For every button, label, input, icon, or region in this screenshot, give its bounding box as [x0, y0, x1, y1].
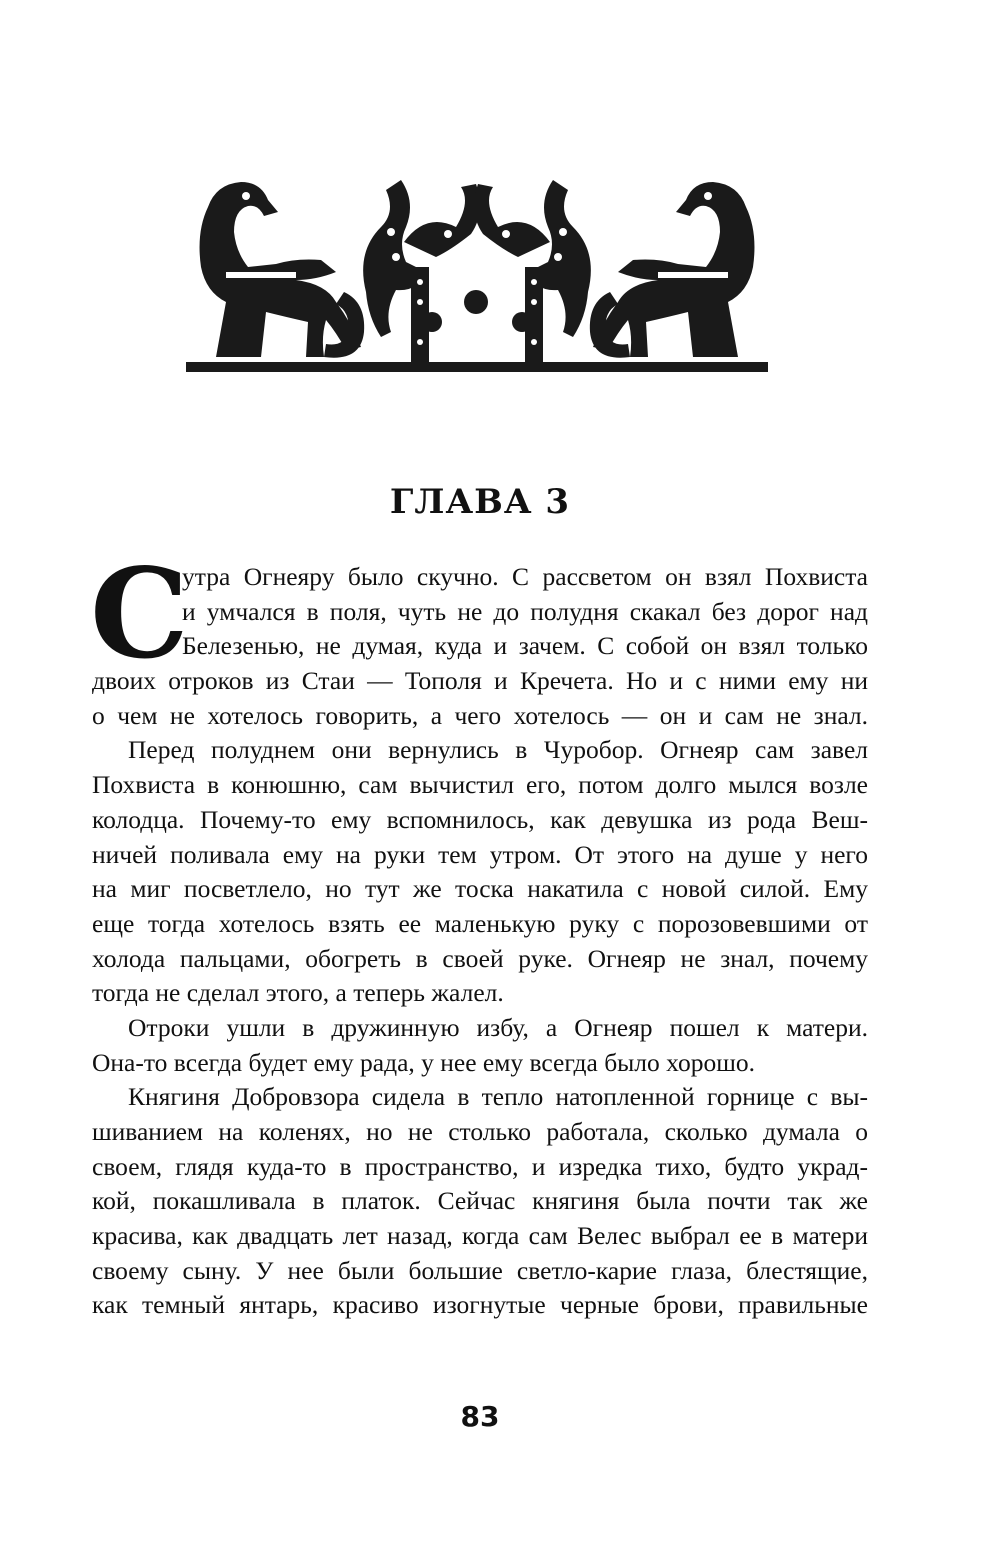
text-line: еще тогда хотелось взять ее маленькую руку с порозовевшими от [92, 908, 868, 938]
text-line: Перед полуднем они вернулись в Чуробор. Огнеяр сам завел [128, 735, 868, 765]
text-line: ничей поливала ему на руки тем утром. От этого на душе у него [92, 839, 868, 869]
page-number: 83 [460, 1400, 500, 1433]
text-line: Отроки ушли в дружинную избу, а Огнеяр пошел к матери. [128, 1012, 868, 1042]
text-line: холода пальцами, обогреть в своей руке. Огнеяр не знал, почему [92, 943, 868, 973]
chapter-ornament [186, 172, 768, 377]
text-line: кой, покашливала в платок. Сейчас княгиня была почти так же [92, 1186, 868, 1216]
text-line: о чем не хотелось говорить, а чего хотелось — он и сам не знал. [92, 700, 868, 730]
text-line: колодца. Почему-то ему вспомнилось, как девушка из рода Веш- [92, 804, 868, 834]
paragraph-1 [90, 542, 868, 733]
chapter-body [90, 542, 868, 1323]
paragraph-3 [92, 1011, 868, 1080]
text-line: двоих отроков из Стаи — Тополя и Кречета. Но и с ними ему ни [92, 666, 868, 696]
text-line: как темный янтарь, красиво изогнутые черные брови, правильные [92, 1290, 868, 1320]
paragraph-4 [92, 1080, 868, 1323]
text-line: Княгиня Добровзора сидела в тепло натопленной горнице с вы- [128, 1082, 868, 1112]
text-line: Белезенью, не думая, куда и зачем. С собой он взял только [182, 631, 868, 661]
paragraph-2 [92, 733, 868, 1011]
text-line: утра Огнеяру было скучно. С рассветом он взял Похвиста [182, 562, 868, 591]
text-line: своем, глядя куда-то в пространство, и изредка тихо, будто украд- [92, 1151, 868, 1181]
text-line: красива, как двадцать лет назад, когда сам Велес выбрал ее в матери [92, 1221, 868, 1251]
text-line: шиванием на коленях, но не столько работала, сколько думала о [92, 1117, 868, 1146]
chapter-title: ГЛАВА 3 [389, 482, 571, 522]
text-line: Она-то всегда будет ему рада, у нее ему всегда было хорошо. [92, 1047, 755, 1077]
ornament-griffins-icon [186, 172, 768, 377]
text-line: и умчался в поля, чуть не до полудня скакал без дорог над [182, 596, 868, 626]
text-line: своему сыну. У нее были большие светло-карие глаза, блестящие, [92, 1255, 868, 1285]
text-line: на миг посветлело, но тут же тоска накатила с новой силой. Ему [92, 874, 868, 904]
text-line: тогда не сделал этого, а теперь жалел. [92, 978, 504, 1008]
drop-cap: С [90, 542, 189, 687]
text-line: Похвиста в конюшню, сам вычистил его, потом долго мылся возле [92, 770, 868, 800]
